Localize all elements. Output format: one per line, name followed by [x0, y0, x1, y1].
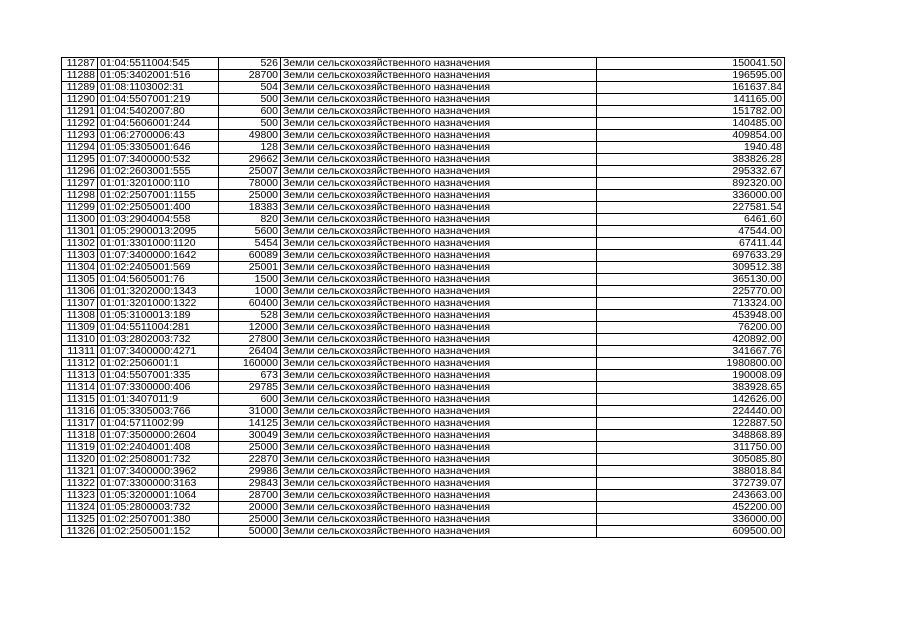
row-number-cell: 11299	[62, 202, 98, 214]
cadastral-number-cell: 01:05:3305003:766	[98, 406, 219, 418]
table-row	[62, 214, 785, 226]
cadastral-value-cell: 388018.84	[597, 466, 785, 478]
cadastral-value-cell: 227581.54	[597, 202, 785, 214]
cadastral-number-cell: 01:04:5402007:80	[98, 106, 219, 118]
cadastral-number-cell: 01:04:5507001:219	[98, 94, 219, 106]
area-cell: 1500	[219, 274, 281, 286]
cadastral-value-cell: 609500.00	[597, 526, 785, 538]
cadastral-number-cell: 01:05:3200001:1064	[98, 490, 219, 502]
row-number-cell: 11326	[62, 526, 98, 538]
cadastral-number-cell: 01:05:2900013:2095	[98, 226, 219, 238]
row-number-cell: 11294	[62, 142, 98, 154]
cadastral-value-cell: 305085.80	[597, 454, 785, 466]
cadastral-number-cell: 01:05:3100013:189	[98, 310, 219, 322]
row-number-cell: 11321	[62, 466, 98, 478]
cadastral-value-cell: 336000.00	[597, 190, 785, 202]
table-row	[62, 202, 785, 214]
area-cell: 673	[219, 370, 281, 382]
row-number-cell: 11305	[62, 274, 98, 286]
land-category-cell: Земли сельскохозяйственного назначения	[281, 406, 597, 418]
cadastral-number-cell: 01:04:5507001:335	[98, 370, 219, 382]
table-row	[62, 418, 785, 430]
cadastral-number-cell: 01:02:2506001:1	[98, 358, 219, 370]
area-cell: 60089	[219, 250, 281, 262]
cadastral-value-cell: 383928.65	[597, 382, 785, 394]
area-cell: 14125	[219, 418, 281, 430]
cadastral-number-cell: 01:04:5511004:281	[98, 322, 219, 334]
area-cell: 26404	[219, 346, 281, 358]
table-row	[62, 274, 785, 286]
cadastral-number-cell: 01:07:3500000:2604	[98, 430, 219, 442]
land-category-cell: Земли сельскохозяйственного назначения	[281, 274, 597, 286]
land-category-cell: Земли сельскохозяйственного назначения	[281, 442, 597, 454]
area-cell: 25001	[219, 262, 281, 274]
row-number-cell: 11315	[62, 394, 98, 406]
cadastral-number-cell: 01:02:2505001:400	[98, 202, 219, 214]
area-cell: 600	[219, 394, 281, 406]
land-category-cell: Земли сельскохозяйственного назначения	[281, 322, 597, 334]
cadastral-value-cell: 383826.28	[597, 154, 785, 166]
table-row	[62, 178, 785, 190]
cadastral-number-cell: 01:01:3407011:9	[98, 394, 219, 406]
cadastral-value-cell: 713324.00	[597, 298, 785, 310]
area-cell: 29785	[219, 382, 281, 394]
table-row	[62, 454, 785, 466]
area-cell: 5600	[219, 226, 281, 238]
cadastral-number-cell: 01:07:3300000:3163	[98, 478, 219, 490]
area-cell: 50000	[219, 526, 281, 538]
table-row	[62, 166, 785, 178]
table-row	[62, 286, 785, 298]
cadastral-value-cell: 67411.44	[597, 238, 785, 250]
cadastral-value-cell: 150041.50	[597, 58, 785, 70]
cadastral-number-cell: 01:07:3400000:532	[98, 154, 219, 166]
land-category-cell: Земли сельскохозяйственного назначения	[281, 430, 597, 442]
land-category-cell: Земли сельскохозяйственного назначения	[281, 286, 597, 298]
cadastral-value-cell: 6461.60	[597, 214, 785, 226]
row-number-cell: 11313	[62, 370, 98, 382]
table-row	[62, 406, 785, 418]
row-number-cell: 11289	[62, 82, 98, 94]
land-parcels-table	[61, 57, 785, 538]
land-category-cell: Земли сельскохозяйственного назначения	[281, 358, 597, 370]
cadastral-value-cell: 295332.67	[597, 166, 785, 178]
area-cell: 29986	[219, 466, 281, 478]
cadastral-value-cell: 309512.38	[597, 262, 785, 274]
table-row	[62, 118, 785, 130]
land-category-cell: Земли сельскохозяйственного назначения	[281, 334, 597, 346]
table-row	[62, 226, 785, 238]
table-row	[62, 358, 785, 370]
table-row	[62, 394, 785, 406]
area-cell: 12000	[219, 322, 281, 334]
cadastral-value-cell: 372739.07	[597, 478, 785, 490]
cadastral-number-cell: 01:07:3400000:3962	[98, 466, 219, 478]
table-row	[62, 190, 785, 202]
cadastral-value-cell: 142626.00	[597, 394, 785, 406]
row-number-cell: 11306	[62, 286, 98, 298]
cadastral-number-cell: 01:05:2800003:732	[98, 502, 219, 514]
cadastral-number-cell: 01:02:2507001:380	[98, 514, 219, 526]
land-category-cell: Земли сельскохозяйственного назначения	[281, 178, 597, 190]
document-page	[61, 57, 785, 538]
area-cell: 20000	[219, 502, 281, 514]
land-category-cell: Земли сельскохозяйственного назначения	[281, 106, 597, 118]
cadastral-number-cell: 01:02:2507001:1155	[98, 190, 219, 202]
land-category-cell: Земли сельскохозяйственного назначения	[281, 346, 597, 358]
area-cell: 820	[219, 214, 281, 226]
cadastral-number-cell: 01:07:3400000:1642	[98, 250, 219, 262]
area-cell: 22870	[219, 454, 281, 466]
land-category-cell: Земли сельскохозяйственного назначения	[281, 190, 597, 202]
row-number-cell: 11307	[62, 298, 98, 310]
cadastral-value-cell: 151782.00	[597, 106, 785, 118]
cadastral-value-cell: 348868.89	[597, 430, 785, 442]
land-category-cell: Земли сельскохозяйственного назначения	[281, 502, 597, 514]
land-category-cell: Земли сельскохозяйственного назначения	[281, 526, 597, 538]
land-category-cell: Земли сельскохозяйственного назначения	[281, 418, 597, 430]
area-cell: 60400	[219, 298, 281, 310]
table-row	[62, 466, 785, 478]
cadastral-number-cell: 01:04:5511004:545	[98, 58, 219, 70]
cadastral-number-cell: 01:07:3400000:4271	[98, 346, 219, 358]
cadastral-value-cell: 76200.00	[597, 322, 785, 334]
cadastral-number-cell: 01:06:2700006:43	[98, 130, 219, 142]
cadastral-number-cell: 01:02:2508001:732	[98, 454, 219, 466]
table-row	[62, 310, 785, 322]
cadastral-number-cell: 01:02:2603001:555	[98, 166, 219, 178]
cadastral-value-cell: 196595.00	[597, 70, 785, 82]
table-row	[62, 502, 785, 514]
row-number-cell: 11301	[62, 226, 98, 238]
area-cell: 78000	[219, 178, 281, 190]
area-cell: 25000	[219, 442, 281, 454]
cadastral-value-cell: 365130.00	[597, 274, 785, 286]
cadastral-number-cell: 01:01:3301000:1120	[98, 238, 219, 250]
cadastral-number-cell: 01:01:3201000:1322	[98, 298, 219, 310]
land-category-cell: Земли сельскохозяйственного назначения	[281, 70, 597, 82]
cadastral-value-cell: 190008.09	[597, 370, 785, 382]
row-number-cell: 11291	[62, 106, 98, 118]
row-number-cell: 11309	[62, 322, 98, 334]
area-cell: 28700	[219, 70, 281, 82]
area-cell: 528	[219, 310, 281, 322]
row-number-cell: 11320	[62, 454, 98, 466]
cadastral-number-cell: 01:04:5606001:244	[98, 118, 219, 130]
cadastral-number-cell: 01:08:1103002:31	[98, 82, 219, 94]
cadastral-value-cell: 409854.00	[597, 130, 785, 142]
land-category-cell: Земли сельскохозяйственного назначения	[281, 82, 597, 94]
cadastral-value-cell: 697633.29	[597, 250, 785, 262]
land-category-cell: Земли сельскохозяйственного назначения	[281, 310, 597, 322]
row-number-cell: 11302	[62, 238, 98, 250]
area-cell: 30049	[219, 430, 281, 442]
table-row	[62, 430, 785, 442]
cadastral-value-cell: 1980800.00	[597, 358, 785, 370]
area-cell: 128	[219, 142, 281, 154]
row-number-cell: 11316	[62, 406, 98, 418]
row-number-cell: 11324	[62, 502, 98, 514]
row-number-cell: 11295	[62, 154, 98, 166]
area-cell: 25000	[219, 190, 281, 202]
area-cell: 600	[219, 106, 281, 118]
cadastral-value-cell: 336000.00	[597, 514, 785, 526]
table-row	[62, 70, 785, 82]
land-category-cell: Земли сельскохозяйственного назначения	[281, 454, 597, 466]
table-row	[62, 238, 785, 250]
table-row	[62, 130, 785, 142]
area-cell: 27800	[219, 334, 281, 346]
row-number-cell: 11303	[62, 250, 98, 262]
row-number-cell: 11323	[62, 490, 98, 502]
area-cell: 5454	[219, 238, 281, 250]
area-cell: 29662	[219, 154, 281, 166]
land-category-cell: Земли сельскохозяйственного назначения	[281, 130, 597, 142]
area-cell: 500	[219, 118, 281, 130]
row-number-cell: 11287	[62, 58, 98, 70]
cadastral-number-cell: 01:05:3305001:646	[98, 142, 219, 154]
cadastral-number-cell: 01:04:5711002:99	[98, 418, 219, 430]
cadastral-value-cell: 892320.00	[597, 178, 785, 190]
row-number-cell: 11293	[62, 130, 98, 142]
land-category-cell: Земли сельскохозяйственного назначения	[281, 238, 597, 250]
cadastral-value-cell: 122887.50	[597, 418, 785, 430]
cadastral-value-cell: 452200.00	[597, 502, 785, 514]
row-number-cell: 11322	[62, 478, 98, 490]
table-row	[62, 298, 785, 310]
cadastral-number-cell: 01:07:3300000:406	[98, 382, 219, 394]
row-number-cell: 11297	[62, 178, 98, 190]
table-row	[62, 250, 785, 262]
row-number-cell: 11304	[62, 262, 98, 274]
cadastral-number-cell: 01:02:2404001:408	[98, 442, 219, 454]
area-cell: 31000	[219, 406, 281, 418]
row-number-cell: 11312	[62, 358, 98, 370]
cadastral-value-cell: 47544.00	[597, 226, 785, 238]
row-number-cell: 11319	[62, 442, 98, 454]
cadastral-value-cell: 311750.00	[597, 442, 785, 454]
table-row	[62, 442, 785, 454]
area-cell: 25007	[219, 166, 281, 178]
land-category-cell: Земли сельскохозяйственного назначения	[281, 262, 597, 274]
table-row	[62, 514, 785, 526]
table-row	[62, 334, 785, 346]
row-number-cell: 11310	[62, 334, 98, 346]
table-row	[62, 94, 785, 106]
table-row	[62, 490, 785, 502]
cadastral-value-cell: 341667.76	[597, 346, 785, 358]
table-row	[62, 322, 785, 334]
cadastral-value-cell: 141165.00	[597, 94, 785, 106]
table-row	[62, 346, 785, 358]
land-category-cell: Земли сельскохозяйственного назначения	[281, 490, 597, 502]
land-category-cell: Земли сельскохозяйственного назначения	[281, 478, 597, 490]
cadastral-value-cell: 1940.48	[597, 142, 785, 154]
cadastral-number-cell: 01:02:2505001:152	[98, 526, 219, 538]
row-number-cell: 11325	[62, 514, 98, 526]
cadastral-value-cell: 225770.00	[597, 286, 785, 298]
table-row	[62, 526, 785, 538]
table-row	[62, 370, 785, 382]
land-category-cell: Земли сельскохозяйственного назначения	[281, 94, 597, 106]
land-category-cell: Земли сельскохозяйственного назначения	[281, 118, 597, 130]
cadastral-value-cell: 224440.00	[597, 406, 785, 418]
area-cell: 1000	[219, 286, 281, 298]
land-category-cell: Земли сельскохозяйственного назначения	[281, 166, 597, 178]
row-number-cell: 11296	[62, 166, 98, 178]
table-row	[62, 478, 785, 490]
table-row	[62, 106, 785, 118]
land-category-cell: Земли сельскохозяйственного назначения	[281, 382, 597, 394]
land-category-cell: Земли сельскохозяйственного назначения	[281, 226, 597, 238]
land-category-cell: Земли сельскохозяйственного назначения	[281, 154, 597, 166]
area-cell: 160000	[219, 358, 281, 370]
table-row	[62, 58, 785, 70]
land-category-cell: Земли сельскохозяйственного назначения	[281, 58, 597, 70]
row-number-cell: 11314	[62, 382, 98, 394]
row-number-cell: 11298	[62, 190, 98, 202]
row-number-cell: 11292	[62, 118, 98, 130]
cadastral-value-cell: 420892.00	[597, 334, 785, 346]
row-number-cell: 11308	[62, 310, 98, 322]
land-category-cell: Земли сельскохозяйственного назначения	[281, 142, 597, 154]
row-number-cell: 11311	[62, 346, 98, 358]
table-row	[62, 154, 785, 166]
area-cell: 49800	[219, 130, 281, 142]
cadastral-value-cell: 140485.00	[597, 118, 785, 130]
cadastral-number-cell: 01:01:3201000:110	[98, 178, 219, 190]
area-cell: 28700	[219, 490, 281, 502]
area-cell: 18383	[219, 202, 281, 214]
cadastral-number-cell: 01:01:3202000:1343	[98, 286, 219, 298]
area-cell: 526	[219, 58, 281, 70]
row-number-cell: 11300	[62, 214, 98, 226]
land-category-cell: Земли сельскохозяйственного назначения	[281, 466, 597, 478]
land-category-cell: Земли сельскохозяйственного назначения	[281, 298, 597, 310]
cadastral-number-cell: 01:02:2405001:569	[98, 262, 219, 274]
land-category-cell: Земли сельскохозяйственного назначения	[281, 250, 597, 262]
row-number-cell: 11290	[62, 94, 98, 106]
table-row	[62, 262, 785, 274]
cadastral-number-cell: 01:03:2904004:558	[98, 214, 219, 226]
row-number-cell: 11288	[62, 70, 98, 82]
table-row	[62, 142, 785, 154]
land-category-cell: Земли сельскохозяйственного назначения	[281, 514, 597, 526]
area-cell: 500	[219, 94, 281, 106]
area-cell: 25000	[219, 514, 281, 526]
table-row	[62, 382, 785, 394]
cadastral-value-cell: 453948.00	[597, 310, 785, 322]
cadastral-value-cell: 161637.84	[597, 82, 785, 94]
cadastral-value-cell: 243663.00	[597, 490, 785, 502]
land-category-cell: Земли сельскохозяйственного назначения	[281, 394, 597, 406]
area-cell: 504	[219, 82, 281, 94]
table-row	[62, 82, 785, 94]
land-category-cell: Земли сельскохозяйственного назначения	[281, 214, 597, 226]
land-category-cell: Земли сельскохозяйственного назначения	[281, 370, 597, 382]
table-body	[62, 58, 785, 538]
area-cell: 29843	[219, 478, 281, 490]
cadastral-number-cell: 01:03:2802003:732	[98, 334, 219, 346]
row-number-cell: 11317	[62, 418, 98, 430]
land-category-cell: Земли сельскохозяйственного назначения	[281, 202, 597, 214]
row-number-cell: 11318	[62, 430, 98, 442]
cadastral-number-cell: 01:05:3402001:516	[98, 70, 219, 82]
cadastral-number-cell: 01:04:5605001:76	[98, 274, 219, 286]
